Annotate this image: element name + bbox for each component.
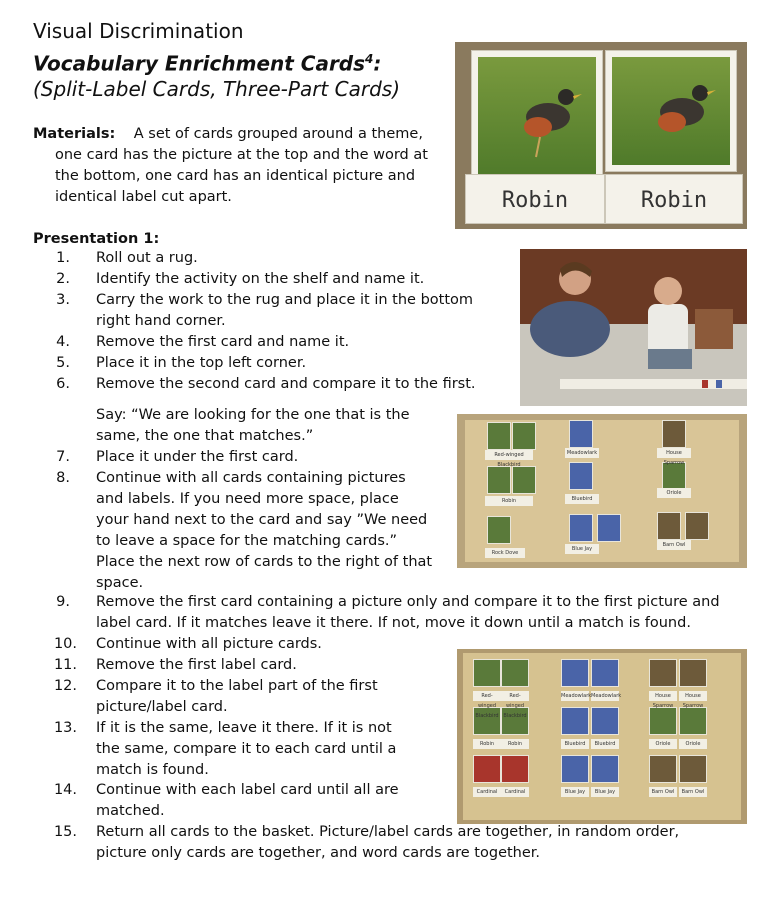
bird-picture-icon [591,707,619,735]
robin-picture-icon-2 [612,57,730,165]
step-text-line: to leave a space for the matching cards.” [96,533,398,549]
bird-label: Rock Dove [485,548,525,558]
bird-picture-icon [649,659,677,687]
say-quote [96,405,456,447]
step-number: 1. [56,250,70,266]
bird-label: Blue Jay [561,787,589,797]
bird-label: Cardinal [473,787,501,797]
bird-picture-icon [657,512,681,540]
bird-label: Bluebird [565,494,599,504]
say-line-2: same, the one that matches.” [96,428,314,444]
presentation-title: Presentation 1: [33,231,160,247]
bird-picture-icon [597,514,621,542]
materials-line-4: identical label cut apart. [55,189,232,205]
bird-picture-icon [487,466,511,494]
step-number: 2. [56,271,70,287]
bird-picture-icon [649,707,677,735]
step-number: 10. [53,636,77,652]
bird-picture-icon [679,659,707,687]
step-number: 8. [56,470,70,486]
step-text-line: If it is the same, leave it there. If it is not [96,720,392,736]
step-text-line: Compare it to the label part of the first [96,678,378,694]
step-number: 5. [56,355,70,371]
bird-label: Blue Jay [565,544,599,554]
bird-label: Red-winged Blackbird [473,691,501,701]
bird-label: Bluebird [591,739,619,749]
heading-alt-names: (Split-Label Cards, Three-Part Cards) [33,77,400,101]
step-text-line: match is found. [96,762,209,778]
bird-label: Blue Jay [591,787,619,797]
heading-title: Visual Discrimination [33,19,244,43]
robin-picture-icon [478,57,596,177]
step-number: 7. [56,449,70,465]
step-number: 15. [53,824,77,840]
bird-label: Oriole [649,739,677,749]
step-number: 3. [56,292,70,308]
step-text-line: picture/label card. [96,699,228,715]
bird-picture-icon [487,422,511,450]
materials-label: Materials: [33,126,116,142]
bird-label: Robin [485,496,533,506]
robin-label-text-1: Robin [501,188,569,213]
bird-picture-icon [569,514,593,542]
step-text-line: right hand corner. [96,313,226,329]
step-text-line: the same, compare it to each card until a [96,741,397,757]
bird-picture-icon [685,512,709,540]
bird-label: Meadowlark [591,693,622,699]
bird-label: Cardinal [501,787,529,797]
step-text-line: Remove the second card and compare it to the first. [96,376,476,392]
step-text-line: Remove the first card containing a picture only and compare it to the first picture and [96,594,720,610]
footnote-marker: 4 [365,52,374,66]
bird-label: Oriole [679,739,707,749]
rug-cards-photo-1 [457,414,747,568]
materials-line-2: one card has the picture at the top and the word at [55,147,428,163]
step-number: 13. [53,720,77,736]
bird-picture-icon [649,755,677,783]
bird-label: House Sparrow [657,448,691,458]
bird-picture-icon [561,707,589,735]
bird-label: Barn Owl [649,787,677,797]
bird-label: Red-winged Blackbird [501,691,529,701]
bird-picture-icon [512,466,536,494]
bird-picture-icon [473,755,501,783]
step-text-line: and labels. If you need more space, place [96,491,399,507]
rug-cards-photo-2 [457,649,747,824]
step-number: 9. [56,594,70,610]
bird-label: Meadowlark [566,450,598,456]
step-text-line: Place it in the top left corner. [96,355,307,371]
step-text-line: Continue with all picture cards. [96,636,322,652]
step-number: 4. [56,334,70,350]
bird-picture-icon [501,659,529,687]
bird-label: House Sparrow [649,691,677,701]
step-text-line: Remove the first label card. [96,657,297,673]
robin-label-left [465,174,605,224]
bird-picture-icon [487,516,511,544]
step-text-line: Continue with each label card until all are [96,782,399,798]
bird-picture-icon [679,755,707,783]
step-text-line: Place it under the first card. [96,449,299,465]
step-text-line: your hand next to the card and say ”We need [96,512,428,528]
step-text-line: Roll out a rug. [96,250,198,266]
step-text-line: Carry the work to the rug and place it in the bottom [96,292,474,308]
bird-picture-icon [569,462,593,490]
bird-picture-icon [591,755,619,783]
step-number: 14. [53,782,77,798]
bird-picture-icon [501,755,529,783]
robin-label-card [605,174,743,224]
bird-label: Barn Owl [657,540,691,550]
step-text-line: Identify the activity on the shelf and name it. [96,271,425,287]
robin-picture-card [605,50,737,172]
bird-picture-icon [662,420,686,448]
step-number: 6. [56,376,70,392]
bird-picture-icon [591,659,619,687]
materials-text-1: A set of cards grouped around a theme, [133,126,423,142]
step-number: 11. [53,657,77,673]
bird-label: House Sparrow [679,691,707,701]
bird-label: Red-winged Blackbird [485,450,533,460]
robin-label-text-2: Robin [640,188,708,213]
bird-picture-icon [569,420,593,448]
subtitle-text: Vocabulary Enrichment Cards [33,51,366,76]
step-text-line: picture only cards are together, and word cards are together. [96,845,541,861]
classroom-photo [520,249,747,406]
bird-label: Meadowlark [561,693,592,699]
step-text-line: Return all cards to the basket. Picture/label cards are together, in random order, [96,824,680,840]
bird-label: Robin [473,739,501,749]
bird-picture-icon [512,422,536,450]
say-line-1: Say: “We are looking for the one that is the [96,407,410,423]
subtitle-colon: : [373,51,382,76]
robin-cards-photo [455,42,747,229]
bird-label: Robin [501,739,529,749]
step-text-line: Place the next row of cards to the right of that [96,554,433,570]
step-text-line: Remove the first card and name it. [96,334,350,350]
bird-label: Oriole [657,488,691,498]
bird-picture-icon [679,707,707,735]
materials-line-3: the bottom, one card has an identical picture and [55,168,416,184]
step-text-line: matched. [96,803,165,819]
bird-label: Bluebird [561,739,589,749]
bird-picture-icon [473,659,501,687]
bird-picture-icon [561,659,589,687]
step-text-line: label card. If it matches leave it there. If not, move it down until a match is found. [96,615,691,631]
step-number: 12. [53,678,77,694]
step-text-line: Continue with all cards containing pictures [96,470,406,486]
bird-label: Barn Owl [679,787,707,797]
step-text-line: space. [96,575,144,591]
bird-picture-icon [561,755,589,783]
